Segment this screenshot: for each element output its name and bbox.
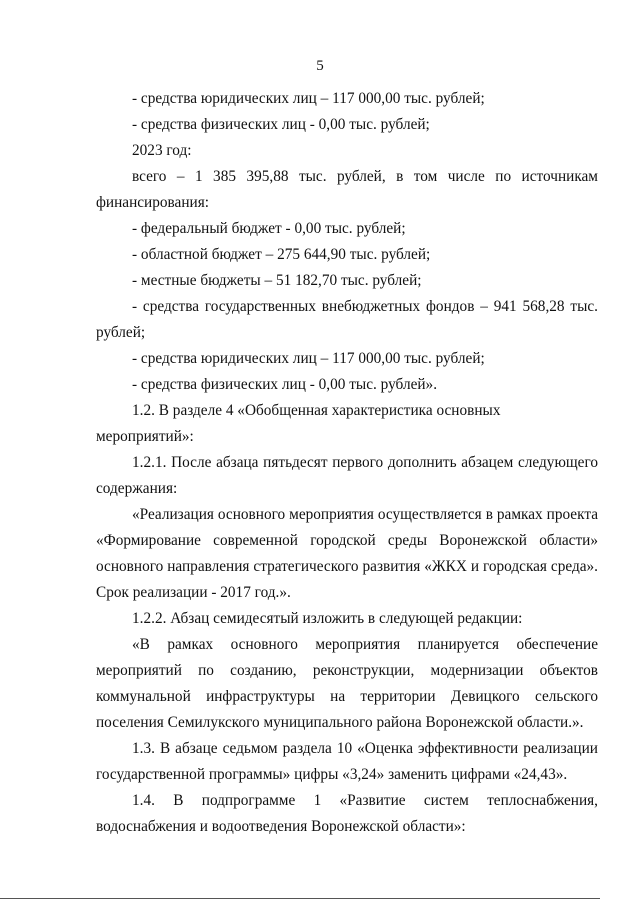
paragraph-section-1-4: 1.4. В подпрограмме 1 «Развитие систем теплоснабжения, водоснабжения и водоотведения Воронежской области»:: [96, 792, 598, 835]
document-body: [96, 86, 598, 840]
paragraph-local-budgets: - местные бюджеты – 51 182,70 тыс. рублей;: [132, 272, 422, 289]
paragraph-section-1-2: 1.2. В разделе 4 «Обобщенная характеристика основных мероприятий»:: [96, 402, 501, 445]
paragraph-section-1-2-2: 1.2.2. Абзац семидесятый изложить в следующей редакции:: [132, 610, 523, 627]
paragraph-regional-budget: - областной бюджет – 275 644,90 тыс. рублей;: [132, 246, 431, 263]
footer-divider: [0, 898, 600, 899]
paragraph-project-implementation: «Реализация основного мероприятия осуществляется в рамках проекта «Формирование современной городской среды Воронежской области» основного направления стратегического развития «ЖКХ и городская среда». Срок реализации - 2017 год.».: [96, 506, 598, 601]
paragraph-federal-budget: - федеральный бюджет - 0,00 тыс. рублей;: [132, 220, 406, 237]
paragraph-individuals-2: - средства физических лиц - 0,00 тыс. рублей».: [132, 376, 438, 393]
paragraph-legal-entities: - средства юридических лиц – 117 000,00 тыс. рублей;: [132, 90, 485, 107]
paragraph-extrabudgetary-funds: - средства государственных внебюджетных фондов – 941 568,28 тыс. рублей;: [96, 298, 598, 341]
paragraph-individuals: - средства физических лиц - 0,00 тыс. рублей;: [132, 116, 430, 133]
paragraph-year-2023: 2023 год:: [132, 142, 192, 159]
paragraph-legal-entities-2: - средства юридических лиц – 117 000,00 тыс. рублей;: [132, 350, 485, 367]
paragraph-total-2023: всего – 1 385 395,88 тыс. рублей, в том числе по источникам финансирования:: [96, 168, 598, 211]
paragraph-section-1-3: 1.3. В абзаце седьмом раздела 10 «Оценка эффективности реализации государственной программы» цифры «3,24» заменить цифрами «24,43».: [96, 740, 598, 783]
paragraph-infrastructure: «В рамках основного мероприятия планируется обеспечение мероприятий по созданию, реконструкции, модернизации объектов коммунальной инфраструктуры на территории Девицкого сельского поселения Семилукского муниципального района Воронежской области.».: [96, 636, 598, 731]
page-number: 5: [316, 58, 324, 74]
paragraph-section-1-2-1: 1.2.1. После абзаца пятьдесят первого дополнить абзацем следующего содержания:: [96, 454, 598, 497]
